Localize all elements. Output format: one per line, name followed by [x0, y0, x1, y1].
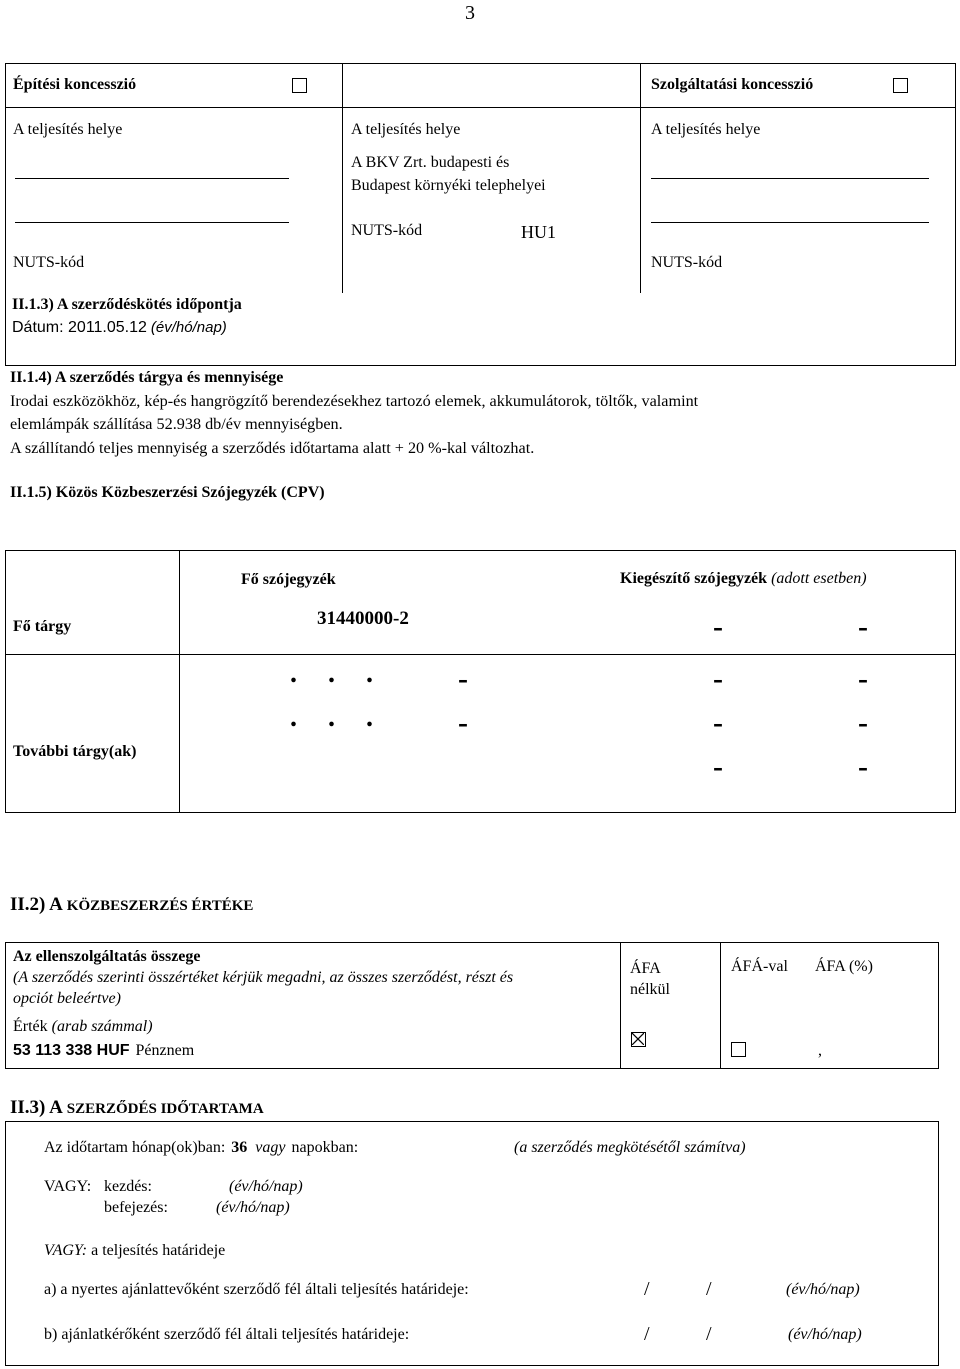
place-label-2: A teljesítés helye — [351, 121, 461, 138]
place-field-line[interactable] — [15, 178, 289, 179]
value-heading-rest: KÖZBESZERZÉS ÉRTÉKE — [66, 898, 254, 914]
nuts-value-2: HU1 — [521, 222, 556, 242]
no-vat-checkbox[interactable] — [631, 1032, 646, 1047]
subject-line2: elemlámpák szállítása 52.938 db/év mennyiségben. — [10, 415, 343, 433]
duration-heading — [10, 1097, 264, 1119]
deadline-b-format: (év/hó/nap) — [788, 1326, 862, 1343]
nuts-label-1: NUTS-kód — [13, 254, 85, 271]
days-label: napokban: — [291, 1139, 359, 1156]
subject-line3: A szállítandó teljes mennyiség a szerződés időtartama alatt + 20 %-kal változhat. — [10, 439, 535, 457]
checked-x-icon — [632, 1033, 644, 1045]
value-label-row — [13, 1018, 153, 1036]
main-vocab-header: Fő szójegyzék — [241, 571, 336, 588]
place-label-3: A teljesítés helye — [651, 121, 761, 138]
subject-heading: II.1.4) A szerződés tárgya és mennyisége — [10, 369, 284, 386]
deadline-b-label: b) ajánlatkérőként szerződő fél általi teljesítés határideje: — [44, 1326, 410, 1343]
place-field-line[interactable] — [15, 222, 289, 223]
main-object-code: 31440000-2 — [317, 608, 409, 629]
deadline-a-slash: / — [644, 1278, 650, 1300]
amount-value[interactable]: 53 113 338 HUF — [13, 1042, 130, 1059]
start-date-format: (év/hó/nap) — [229, 1178, 303, 1195]
nuts-label-3: NUTS-kód — [651, 254, 723, 271]
cpv-heading: II.1.5) Közös Közbeszerzési Szójegyzék (CPV) — [10, 484, 325, 501]
value-label: Érték — [13, 1018, 48, 1035]
nuts-label-2: NUTS-kód — [351, 222, 423, 239]
duration-heading-prefix: II.3) A — [10, 1097, 63, 1118]
value-heading — [10, 894, 253, 916]
subject-line1: Irodai eszközökhöz, kép-és hangrögzítő berendezésekhez tartozó elemek, akkumulátorok, töltők, valamint — [10, 392, 699, 410]
service-concession-label: Szolgáltatási koncesszió — [651, 76, 814, 93]
amount-row — [13, 1042, 194, 1060]
further-code-dash: - — [458, 662, 468, 695]
construction-concession-label: Építési koncesszió — [13, 76, 137, 93]
contract-date-row — [12, 319, 227, 337]
value-label-note: (arab számmal) — [51, 1018, 153, 1035]
start-label: kezdés: — [104, 1178, 152, 1195]
contract-date-heading: II.1.3) A szerződéskötés időpontja — [12, 296, 242, 313]
contract-date-value: Dátum: 2011.05.12 — [12, 319, 147, 336]
further-code-dots: . . . — [290, 658, 385, 689]
supp-vocab-title: Kiegészítő szójegyzék — [620, 570, 768, 587]
total-label: Az ellenszolgáltatás összege — [13, 948, 201, 965]
further-code-dash: - — [458, 706, 468, 739]
cpv-table — [5, 550, 956, 813]
supp-code-dash: - — [858, 662, 868, 695]
supp-vocab-header — [620, 570, 867, 588]
supp-code-dash: - — [858, 706, 868, 739]
no-vat-label-1: ÁFA — [630, 960, 661, 977]
divider — [720, 942, 721, 1069]
from-note: (a szerződés megkötésétől számítva) — [514, 1139, 746, 1156]
total-note-line2: opciót beleértve) — [13, 990, 121, 1007]
or-label-deadline: VAGY: — [44, 1242, 88, 1259]
place-value-line1: A BKV Zrt. budapesti és — [351, 154, 510, 171]
place-field-line[interactable] — [651, 178, 929, 179]
place-field-line[interactable] — [651, 222, 929, 223]
deadline-a-slash: / — [706, 1278, 712, 1300]
or-word: vagy — [255, 1139, 286, 1156]
divider — [620, 942, 621, 1069]
duration-months-row — [44, 1139, 358, 1157]
divider — [5, 107, 956, 108]
end-date-format: (év/hó/nap) — [216, 1199, 290, 1216]
contract-date-format: (év/hó/nap) — [150, 319, 227, 336]
total-note-line1: (A szerződés szerinti összértéket kérjük megadni, az összes szerződést, részt és — [13, 969, 514, 986]
deadline-b-slash: / — [706, 1323, 712, 1345]
months-value[interactable]: 36 — [231, 1139, 248, 1156]
construction-concession-checkbox[interactable] — [292, 78, 307, 93]
deadline-a-format: (év/hó/nap) — [786, 1281, 860, 1298]
supp-code-dash: - — [713, 750, 723, 783]
value-heading-prefix: II.2) A — [10, 894, 63, 915]
supp-code-dash: - — [713, 706, 723, 739]
service-concession-checkbox[interactable] — [893, 78, 908, 93]
divider — [640, 63, 641, 293]
vat-percent-label: ÁFA (%) — [815, 958, 873, 975]
with-vat-checkbox[interactable] — [731, 1042, 746, 1057]
currency-label: Pénznem — [135, 1042, 195, 1059]
supp-code-dash: - — [858, 610, 868, 643]
supp-code-dash: - — [713, 662, 723, 695]
place-label-1: A teljesítés helye — [13, 121, 123, 138]
divider — [5, 654, 956, 655]
deadline-label: a teljesítés határideje — [91, 1242, 226, 1259]
supp-code-dash: - — [713, 610, 723, 643]
end-label: befejezés: — [104, 1199, 168, 1216]
deadline-row — [44, 1242, 225, 1260]
supp-vocab-note: (adott esetben) — [771, 570, 867, 587]
duration-heading-rest: SZERZŐDÉS IDŐTARTAMA — [66, 1101, 264, 1117]
place-value-line2: Budapest környéki telephelyei — [351, 177, 546, 194]
months-label: Az időtartam hónap(ok)ban: — [44, 1139, 226, 1156]
supp-code-dash: - — [858, 750, 868, 783]
main-object-label: Fő tárgy — [13, 618, 72, 635]
deadline-b-slash: / — [644, 1323, 650, 1345]
page-number: 3 — [465, 2, 475, 24]
vat-percent-comma: , — [818, 1042, 822, 1059]
no-vat-label-2: nélkül — [630, 981, 670, 998]
divider — [179, 550, 180, 813]
with-vat-label: ÁFÁ-val — [731, 958, 788, 975]
or-label-start: VAGY: — [44, 1178, 92, 1195]
further-objects-label: További tárgy(ak) — [13, 743, 137, 760]
further-code-dots: . . . — [290, 702, 385, 733]
divider — [342, 63, 343, 293]
deadline-a-label: a) a nyertes ajánlattevőként szerződő fél általi teljesítés határideje: — [44, 1281, 469, 1298]
